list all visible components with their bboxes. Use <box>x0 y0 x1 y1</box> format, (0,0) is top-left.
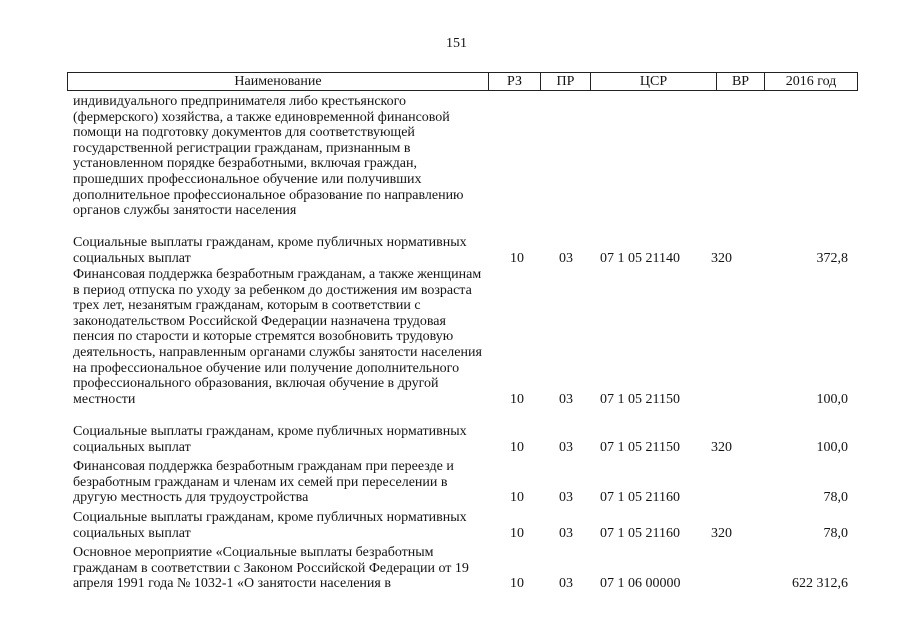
row-amount: 372,8 <box>816 250 848 266</box>
row-name: Социальные выплаты гражданам, кроме публичных нормативных социальных выплат <box>73 424 467 455</box>
row-pr: 03 <box>559 439 573 455</box>
row-amount: 78,0 <box>823 490 848 506</box>
row-amount: 622 312,6 <box>792 576 848 592</box>
row-amount: 100,0 <box>816 391 848 407</box>
header-vr: ВР <box>717 73 765 90</box>
row-name: Финансовая поддержка безработным гражданам, а также женщинам в период отпуска по уходу за ребенком до достижения им возраста трех лет, незанятым гражданам, которым в соответствии с законодательством Российской Федерации назначена трудовая пенсия по старости и которые стремятся возобновить трудовую деятельность, направленным органами службы занятости населения на профессиональное обучение или получение дополнительного профессионального образования, включая обучение в другой местности <box>73 267 482 407</box>
row-rz: 10 <box>510 250 524 266</box>
row-amount: 100,0 <box>816 439 848 455</box>
row-amount: 78,0 <box>823 525 848 541</box>
row-pr: 03 <box>559 525 573 541</box>
header-pr: ПР <box>541 73 591 90</box>
header-year: 2016 год <box>785 74 837 89</box>
row-vr: 320 <box>711 525 732 541</box>
table-row <box>73 235 858 266</box>
row-rz: 10 <box>510 490 524 506</box>
header-csr: ЦСР <box>591 73 717 90</box>
table-row <box>73 424 858 455</box>
row-rz: 10 <box>510 525 524 541</box>
row-rz: 10 <box>510 576 524 592</box>
table-header <box>67 72 858 91</box>
row-pr: 03 <box>559 391 573 407</box>
row-csr: 07 1 05 21160 <box>600 490 680 506</box>
row-pr: 03 <box>559 250 573 266</box>
row-rz: 10 <box>510 439 524 455</box>
row-vr: 320 <box>711 250 732 266</box>
row-csr: 07 1 05 21150 <box>600 439 680 455</box>
row-name: Социальные выплаты гражданам, кроме публичных нормативных социальных выплат <box>73 235 467 266</box>
table-row <box>73 267 858 407</box>
row-csr: 07 1 05 21150 <box>600 391 680 407</box>
row-name: Основное мероприятие «Социальные выплаты безработным гражданам в соответствии с Законом Российской Федерации от 19 апреля 1991 года № 1032-1 «О занятости населения в <box>73 545 469 592</box>
row-name: индивидуального предпринимателя либо крестьянского (фермерского) хозяйства, а также единовременной финансовой помощи на подготовку документов для соответствующей государственной регистрации гражданам, признанным в установленном порядке безработными, включая граждан, прошедших профессиональное обучение или получивших дополнительное профессиональное образование по направлению органов службы занятости населения <box>73 94 464 219</box>
table-row <box>73 94 858 219</box>
table-row <box>73 459 858 506</box>
row-vr: 320 <box>711 439 732 455</box>
row-pr: 03 <box>559 490 573 506</box>
header-name: Наименование <box>68 73 489 90</box>
row-rz: 10 <box>510 391 524 407</box>
header-rz: РЗ <box>489 73 541 90</box>
page-number: 151 <box>446 36 467 51</box>
row-name: Финансовая поддержка безработным гражданам при переезде и безработным гражданам и членам их семей при переселении в другую местность для трудоустройства <box>73 459 454 506</box>
row-csr: 07 1 05 21160 <box>600 525 680 541</box>
row-name: Социальные выплаты гражданам, кроме публичных нормативных социальных выплат <box>73 510 467 541</box>
table-row <box>73 510 858 541</box>
table-row <box>73 545 858 592</box>
row-csr: 07 1 06 00000 <box>600 576 681 592</box>
row-pr: 03 <box>559 576 573 592</box>
row-csr: 07 1 05 21140 <box>600 250 680 266</box>
